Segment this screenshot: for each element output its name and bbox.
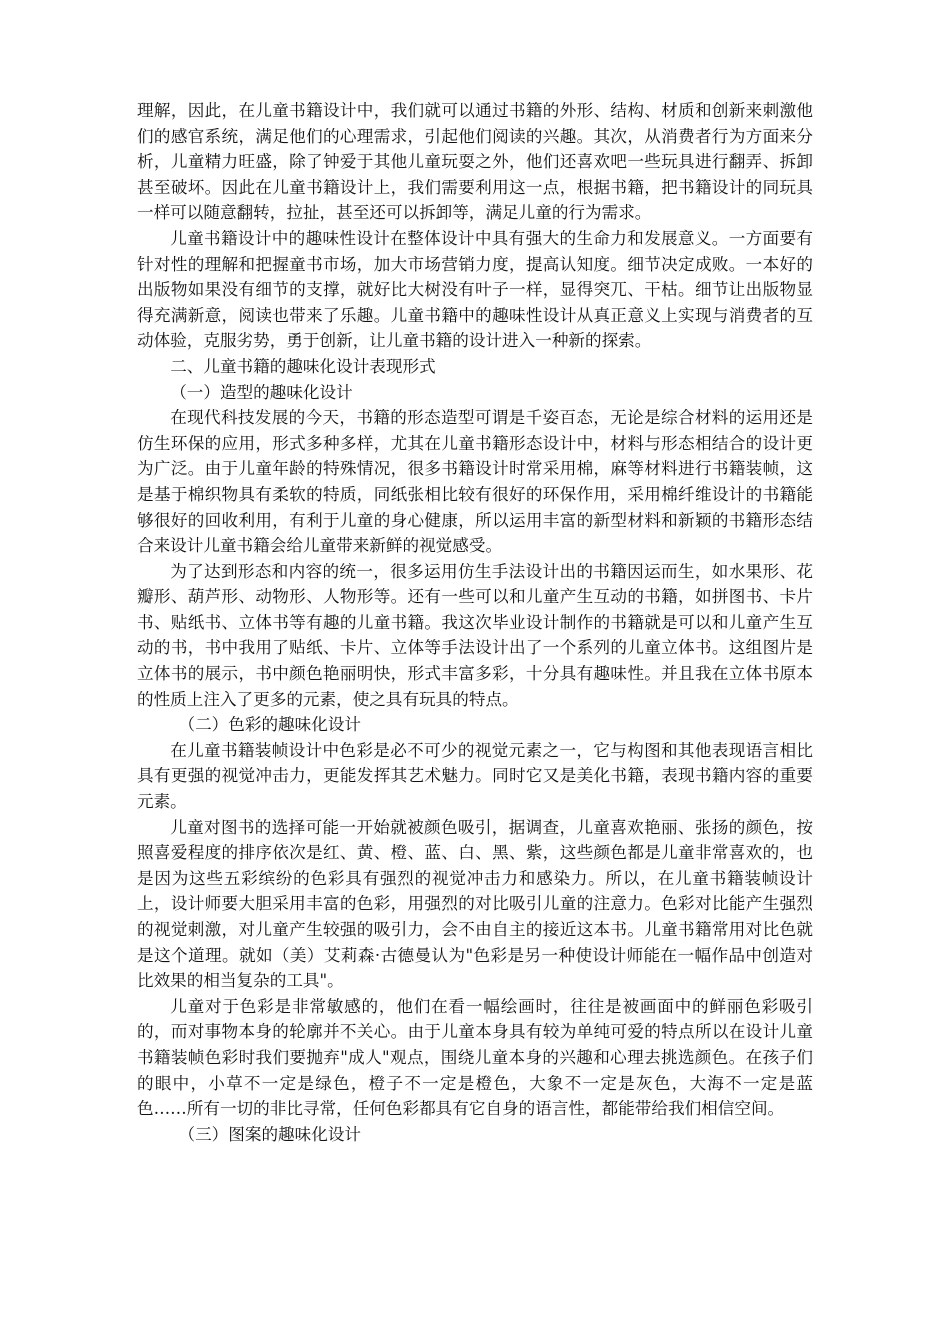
paragraph: 儿童对图书的选择可能一开始就被颜色吸引，据调查，儿童喜欢艳丽、张扬的颜色，按照喜爱程度的排序依次是红、黄、橙、蓝、白、黑、紫，这些颜色都是儿童非常喜欢的，也是因为这些五彩缤纷的色彩具有强烈的视觉冲击力和感染力。所以，在儿童书籍装帧设计上，设计师要大胆采用丰富的色彩，用强烈的对比吸引儿童的注意力。色彩对比能产生强烈的视觉刺激，对儿童产生较强的吸引力，会不由自主的接近这本书。儿童书籍常用对比色就是这个道理。就如（美）艾莉森·古德曼认为"色彩是另一种使设计师能在一幅作品中创造对比效果的相当复杂的工具"。 [137, 817, 813, 991]
section-heading: 二、儿童书籍的趣味化设计表现形式 [170, 356, 436, 376]
paragraph: 儿童书籍设计中的趣味性设计在整体设计中具有强大的生命力和发展意义。一方面要有针对性的理解和把握童书市场，加大市场营销力度，提高认知度。细节决定成败。一本好的出版物如果没有细节的支撑，就好比大树没有叶子一样，显得突兀、干枯。细节让出版物显得充满新意，阅读也带来了乐趣。儿童书籍中的趣味性设计从真正意义上实现与消费者的互动体验，克服劣势，勇于创新，让儿童书籍的设计进入一种新的探索。 [137, 228, 813, 351]
paragraph: 为了达到形态和内容的统一，很多运用仿生手法设计出的书籍因运而生，如水果形、花瓣形、葫芦形、动物形、人物形等。还有一些可以和儿童产生互动的书籍，如拼图书、卡片书、贴纸书、立体书等有趣的儿童书籍。我这次毕业设计制作的书籍就是可以和儿童产生互动的书，书中我用了贴纸、卡片、立体等手法设计出了一个系列的儿童立体书。这组图片是立体书的展示，书中颜色艳丽明快，形式丰富多彩，十分具有趣味性。并且我在立体书原本的性质上注入了更多的元素，使之具有玩具的特点。 [137, 561, 813, 709]
subsection-heading: （三）图案的趣味化设计 [178, 1124, 362, 1144]
paragraph: 在儿童书籍装帧设计中色彩是必不可少的视觉元素之一，它与构图和其他表现语言相比具有更强的视觉冲击力，更能发挥其艺术魅力。同时它又是美化书籍，表现书籍内容的重要元素。 [137, 740, 813, 812]
document-body [137, 98, 813, 1147]
subsection-heading: （一）造型的趣味化设计 [170, 382, 353, 402]
subsection-heading: （二）色彩的趣味化设计 [178, 715, 362, 735]
paragraph: 在现代科技发展的今天，书籍的形态造型可谓是千姿百态，无论是综合材料的运用还是仿生环保的应用，形式多种多样，尤其在儿童书籍形态设计中，材料与形态相结合的设计更为广泛。由于儿童年龄的特殊情况，很多书籍设计时常采用棉，麻等材料进行书籍装帧，这是基于棉织物具有柔软的特质，同纸张相比较有很好的环保作用，采用棉纤维设计的书籍能够很好的回收利用，有利于儿童的身心健康，所以运用丰富的新型材料和新颖的书籍形态结合来设计儿童书籍会给儿童带来新鲜的视觉感受。 [137, 408, 813, 556]
paragraph: 儿童对于色彩是非常敏感的，他们在看一幅绘画时，往往是被画面中的鲜丽色彩吸引的，而对事物本身的轮廓并不关心。由于儿童本身具有较为单纯可爱的特点所以在设计儿童书籍装帧色彩时我们要抛弃"成人"观点，围绕儿童本身的兴趣和心理去挑选颜色。在孩子们的眼中，小草不一定是绿色，橙子不一定是橙色，大象不一定是灰色，大海不一定是蓝色……所有一切的非比寻常，任何色彩都具有它自身的语言性，都能带给我们相信空间。 [137, 996, 813, 1119]
paragraph: 理解，因此，在儿童书籍设计中，我们就可以通过书籍的外形、结构、材质和创新来刺激他们的感官系统，满足他们的心理需求，引起他们阅读的兴趣。其次，从消费者行为方面来分析，儿童精力旺盛，除了钟爱于其他儿童玩耍之外，他们还喜欢吧一些玩具进行翻弄、拆卸甚至破坏。因此在儿童书籍设计上，我们需要利用这一点，根据书籍，把书籍设计的同玩具一样可以随意翻转，拉扯，甚至还可以拆卸等，满足儿童的行为需求。 [137, 101, 813, 223]
